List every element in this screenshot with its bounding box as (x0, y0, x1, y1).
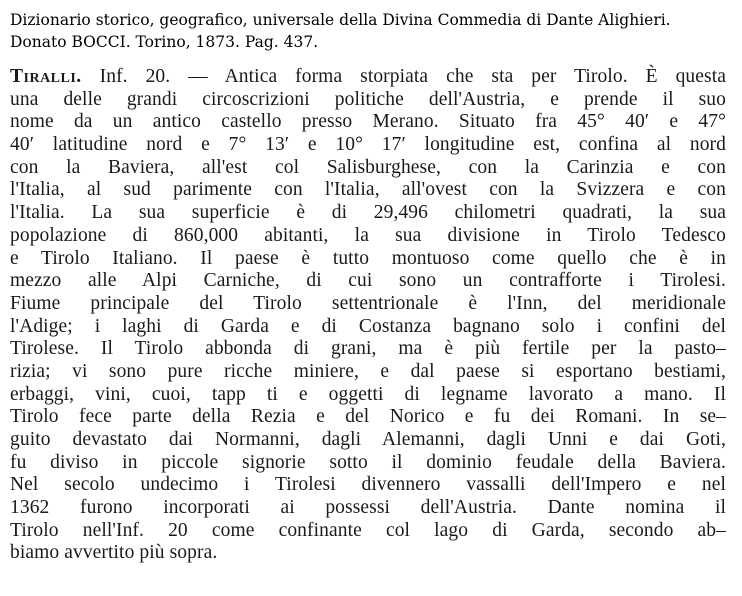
dictionary-entry (10, 66, 726, 565)
entry-line: l'Italia, al sud parimente con l'Italia, all'ovest con la Svizzera e con (10, 179, 726, 201)
entry-line: fu diviso in piccole signorie sotto il dominio feudale della Baviera. (10, 451, 726, 473)
entry-line: una delle grandi circoscrizioni politiche dell'Austria, e prende il suo (10, 88, 726, 110)
entry-line: e Tirolo Italiano. Il paese è tutto montuoso come quello che è in (10, 247, 726, 269)
caption-citation-line: Donato BOCCI. Torino, 1873. Pag. 437. (10, 33, 319, 51)
entry-line: biamo avvertito più sopra. (10, 542, 218, 564)
entry-line: con la Baviera, all'est col Salisburghese, con la Carinzia e con (10, 156, 726, 178)
entry-line: l'Italia. La sua superficie è di 29,496 chilometri quadrati, la sua (10, 202, 726, 224)
entry-line: rizia; vi sono pure ricche miniere, e dal paese si esportano bestiami, (10, 360, 726, 382)
entry-headword: Tiralli. (10, 66, 82, 87)
entry-line: 40′ latitudine nord e 7° 13′ e 10° 17′ longitudine est, confina al nord (10, 134, 726, 156)
caption-title-line: Dizionario storico, geografico, universale della Divina Commedia di Dante Alighieri. (10, 11, 671, 29)
entry-line: Fiume principale del Tirolo settentrionale è l'Inn, del meridionale (10, 292, 726, 314)
entry-line (10, 66, 726, 89)
entry-line: Nel secolo undecimo i Tirolesi divennero vassalli dell'Impero e nel (10, 474, 726, 496)
entry-line: Tirolese. Il Tirolo abbonda di grani, ma è più fertile per la pasto– (10, 338, 726, 360)
entry-line: Tirolo fece parte della Rezia e del Norico e fu dei Romani. In se– (10, 406, 726, 428)
entry-line: erbaggi, vini, cuoi, tapp ti e oggetti di legname lavorato a mano. Il (10, 383, 726, 405)
entry-line: l'Adige; i laghi di Garda e di Costanza bagnano solo i confini del (10, 315, 726, 337)
entry-line: Tirolo nell'Inf. 20 come confinante col lago di Garda, secondo ab– (10, 519, 726, 541)
entry-line: nome da un antico castello presso Merano. Situato fra 45° 40′ e 47° (10, 111, 726, 133)
entry-line: popolazione di 860,000 abitanti, la sua divisione in Tirolo Tedesco (10, 224, 726, 246)
entry-line: mezzo alle Alpi Carniche, di cui sono un contrafforte i Tirolesi. (10, 270, 726, 292)
entry-line: 1362 furono incorporati ai possessi dell'Austria. Dante nomina il (10, 497, 726, 519)
entry-line-text: Inf. 20. — Antica forma storpiata che sta per Tirolo. È questa (81, 66, 726, 87)
source-caption (10, 9, 671, 53)
entry-line: guito devastato dai Normanni, dagli Alemanni, dagli Unni e dai Goti, (10, 429, 726, 450)
